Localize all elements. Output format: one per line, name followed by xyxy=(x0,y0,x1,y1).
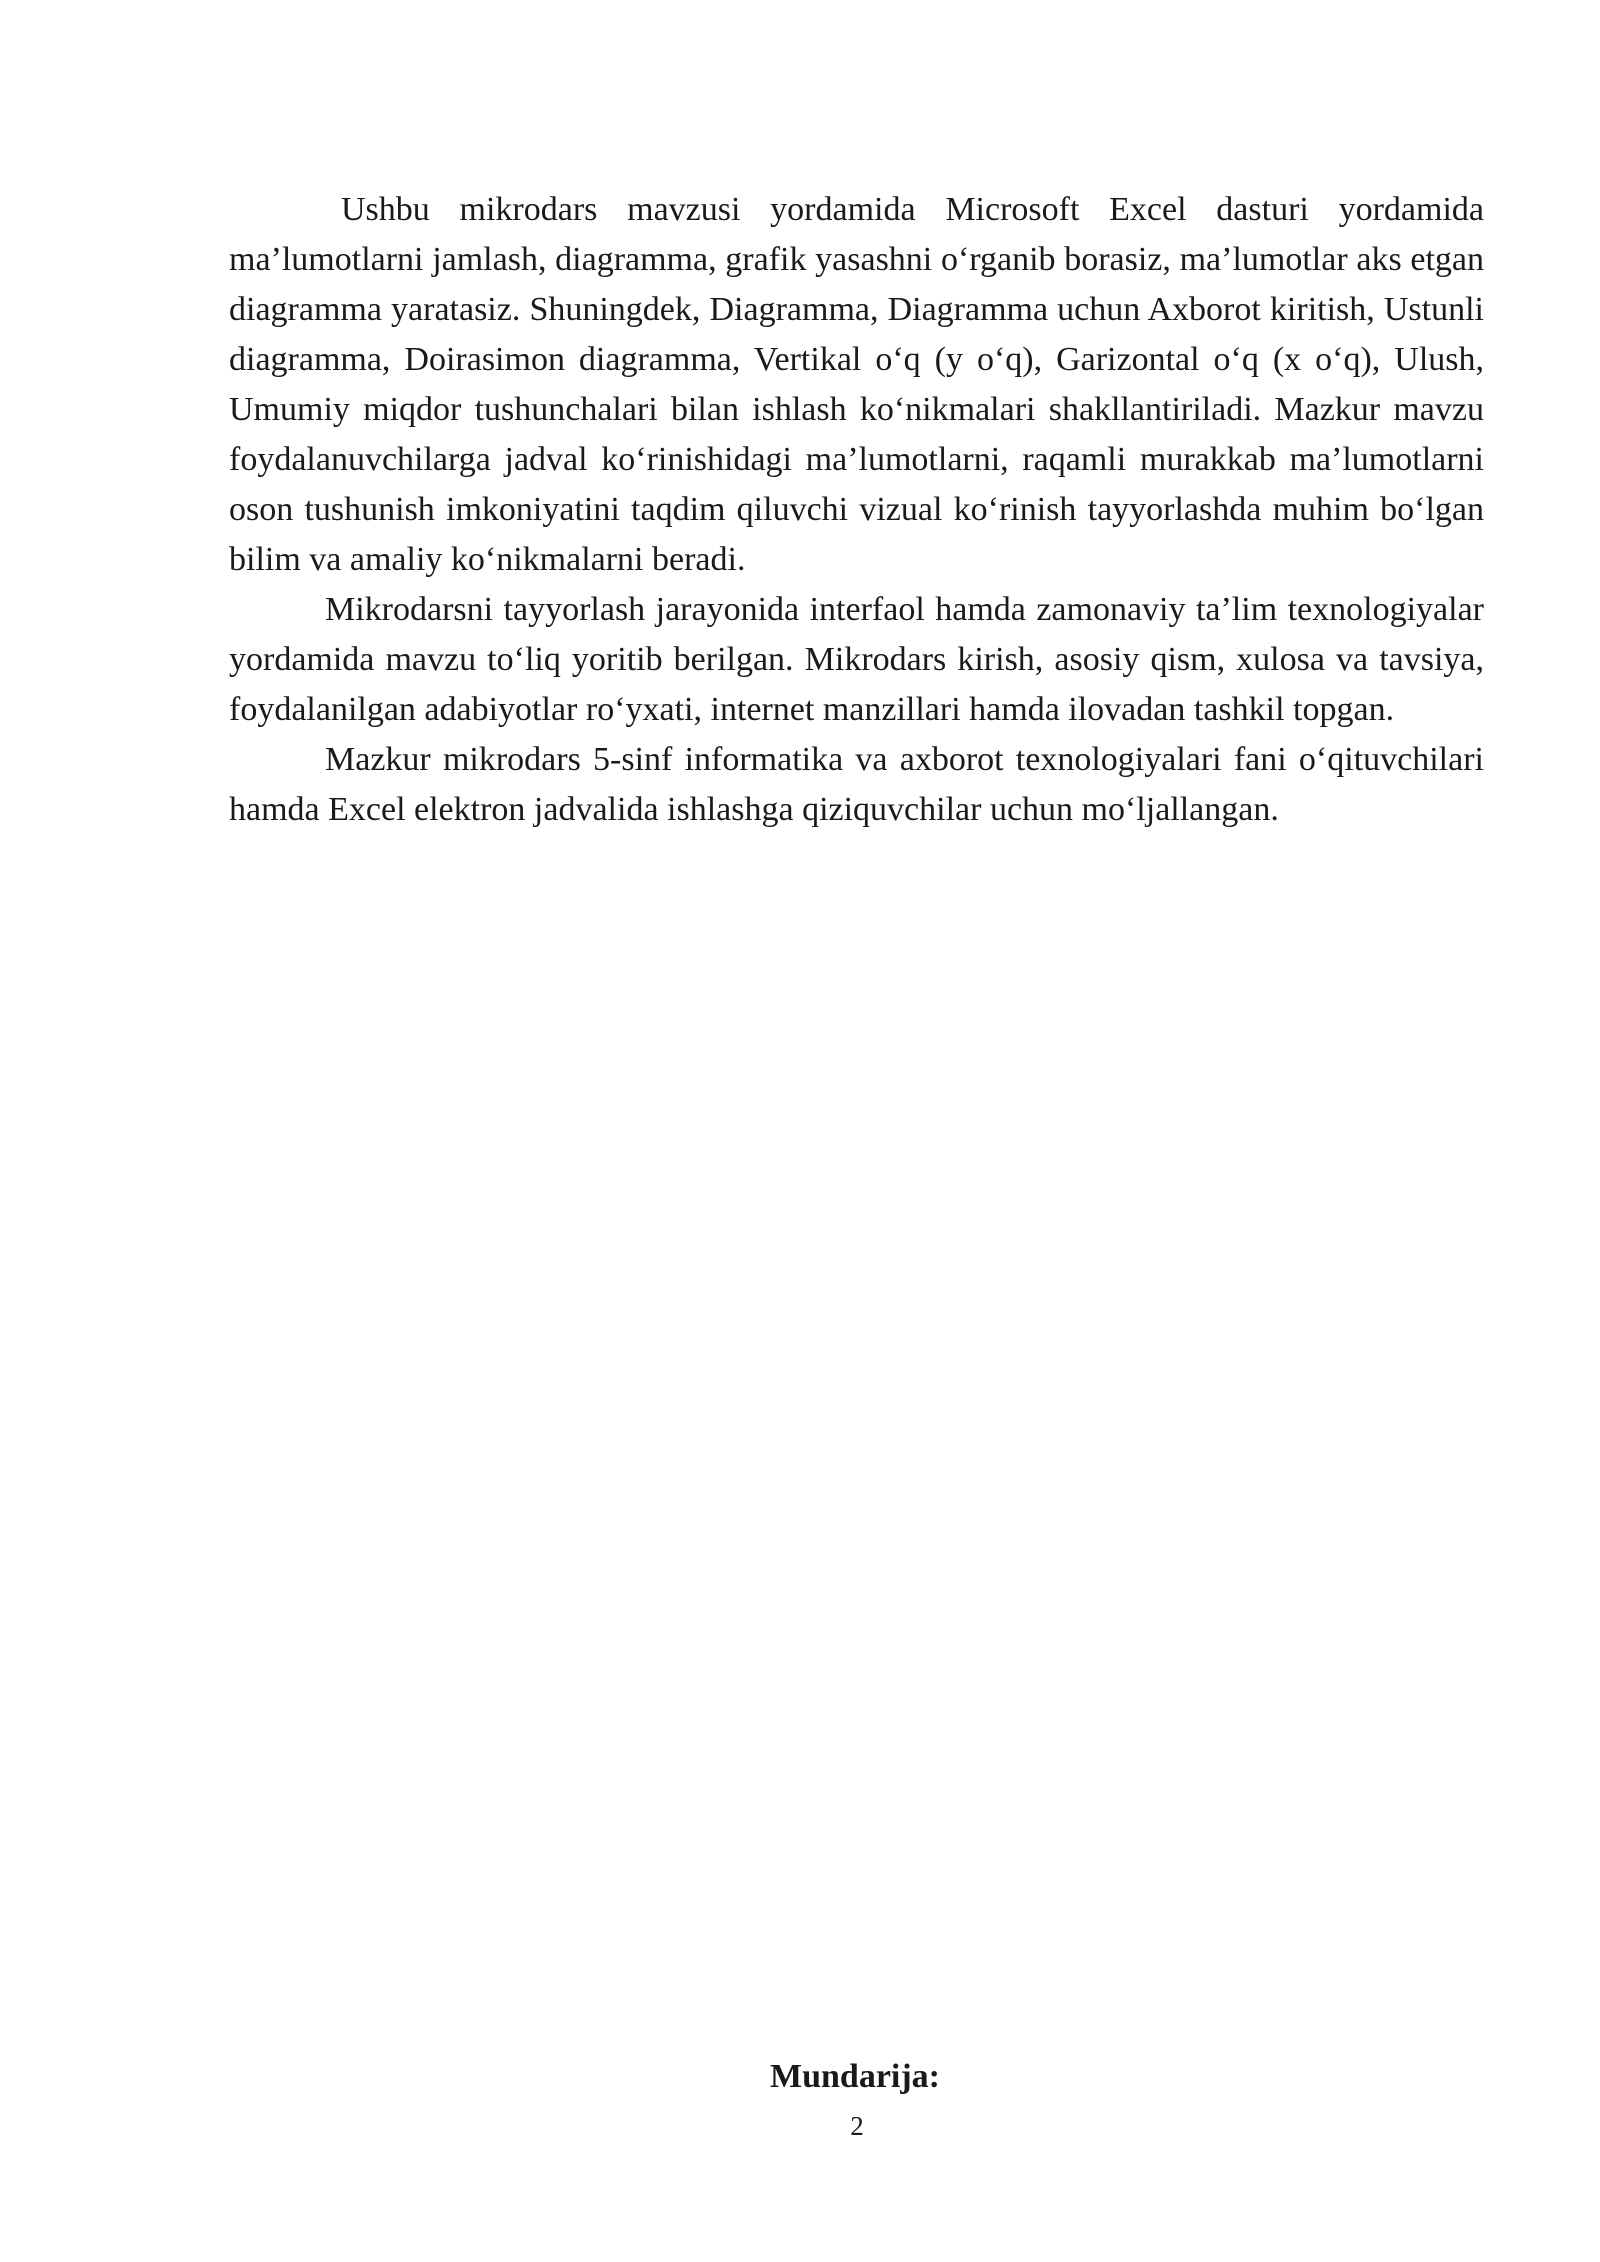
page-number: 2 xyxy=(850,2111,864,2141)
paragraph-audience: Mazkur mikrodars 5-sinf informatika va axborot texnologiyalari fani o‘qituvchilari hamda Excel elektron jadvalida ishlashga qiziquvchilar uchun mo‘ljallangan. xyxy=(229,741,1484,828)
section-heading: Mundarija: xyxy=(770,2058,940,2095)
paragraph-intro: Ushbu mikrodars mavzusi yordamida Microsoft Excel dasturi yordamida ma’lumotlarni jamlash, diagramma, grafik yasashni o‘rganib borasiz, ma’lumotlar aks etgan diagramma yaratasiz. Shuningdek, Diagramma, Diagramma uchun Axborot kiritish, Ustunli diagramma, Doirasimon diagramma, Vertikal o‘q (y o‘q), Garizontal o‘q (x o‘q), Ulush, Umumiy miqdor tushunchalari bilan ishlash ko‘nikmalari shakllantiriladi. Mazkur mavzu foydalanuvchilarga jadval ko‘rinishidagi ma’lumotlarni, raqamli murakkab ma’lumotlarni oson tushunish imkoniyatini taqdim qiluvchi vizual ko‘rinish tayyorlashda muhim bo‘lgan bilim va amaliy ko‘nikmalarni beradi. xyxy=(229,191,1484,578)
body-text xyxy=(229,185,1484,835)
paragraph-preparation: Mikrodarsni tayyorlash jarayonida interfaol hamda zamonaviy ta’lim texnologiyalar yordamida mavzu to‘liq yoritib berilgan. Mikrodars kirish, asosiy qism, xulosa va tavsiya, foydalanilgan adabiyotlar ro‘yxati, internet manzillari hamda ilovadan tashkil topgan. xyxy=(229,591,1484,728)
